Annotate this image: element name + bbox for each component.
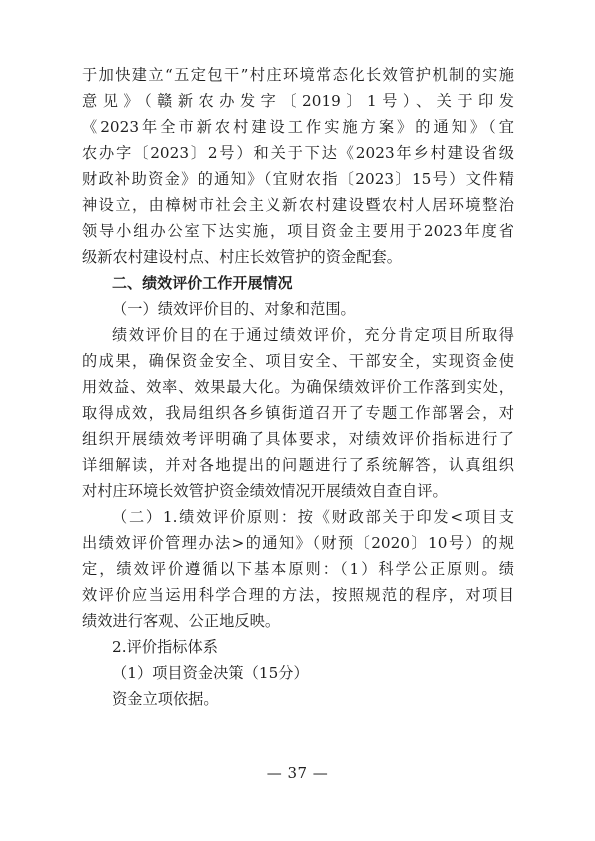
- subsection-heading: （一）绩效评价目的、对象和范围。: [112, 300, 356, 318]
- paragraph-line: 组织开展绩效考评明确了具体要求，对绩效评价指标进行了: [82, 430, 514, 448]
- subsection-heading: （1）项目资金决策（15分）: [112, 664, 309, 682]
- paragraph-line: 财政补助资金》的通知》（宜财农指〔2023〕15号）文件精: [82, 170, 514, 188]
- paragraph-line: 取得成效，我局组织各乡镇街道召开了专题工作部署会，对: [82, 404, 514, 422]
- paragraph-line: 神设立，由樟树市社会主义新农村建设暨农村人居环境整治: [82, 196, 514, 214]
- section-heading: 二、绩效评价工作开展情况: [112, 274, 293, 292]
- paragraph-line: 定，绩效评价遵循以下基本原则：（1）科学公正原则。绩: [82, 560, 514, 578]
- paragraph-line: 资金立项依据。: [112, 690, 219, 708]
- paragraph-line: 于加快建立“五定包干”村庄环境常态化长效管护机制的实施: [82, 66, 514, 84]
- paragraph-line: 效评价应当运用科学合理的方法，按照规范的程序，对项目: [82, 586, 514, 604]
- paragraph-line: 领导小组办公室下达实施，项目资金主要用于2023年度省: [82, 222, 514, 240]
- paragraph-line: 级新农村建设村点、村庄长效管护的资金配套。: [82, 248, 402, 266]
- paragraph-line: 农办字〔2023〕2号）和关于下达《2023年乡村建设省级: [82, 144, 514, 162]
- page-number: — 37 —: [266, 764, 329, 782]
- paragraph-line: 用效益、效率、效果最大化。为确保绩效评价工作落到实处，: [82, 378, 514, 396]
- paragraph-line: 意见》（赣新农办发字〔2019〕1号）、关于印发: [82, 92, 514, 110]
- paragraph-line: 的成果，确保资金安全、项目安全、干部安全，实现资金使: [82, 352, 514, 370]
- paragraph-line: 《2023年全市新农村建设工作实施方案》的通知》（宜: [82, 118, 514, 136]
- paragraph-line: 对村庄环境长效管护资金绩效情况开展绩效自查自评。: [82, 482, 448, 500]
- paragraph-line: 详细解读，并对各地提出的问题进行了系统解答，认真组织: [82, 456, 514, 474]
- paragraph-line: 出绩效评价管理办法>的通知》（财预〔2020〕10号）的规: [82, 534, 514, 552]
- body-text: [82, 62, 514, 712]
- paragraph-line: （二）1.绩效评价原则：按《财政部关于印发<项目支: [112, 508, 514, 526]
- paragraph-line: 绩效进行客观、公正地反映。: [82, 612, 281, 630]
- paragraph-line: 绩效评价目的在于通过绩效评价，充分肯定项目所取得: [112, 326, 514, 344]
- subsection-heading: 2.评价指标体系: [112, 638, 219, 656]
